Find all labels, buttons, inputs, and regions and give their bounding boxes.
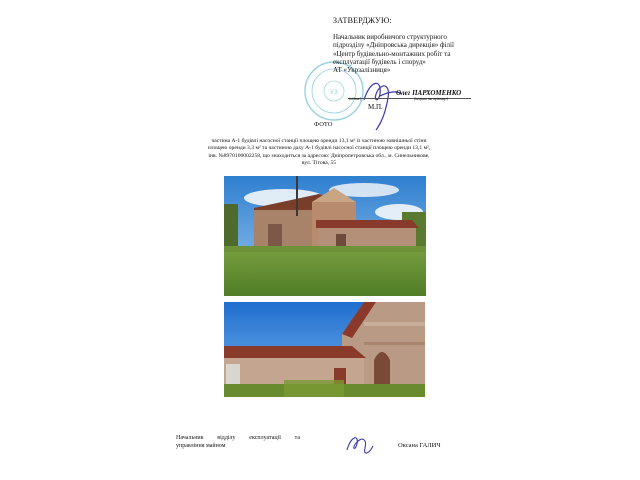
photo-heading: ФОТО bbox=[314, 121, 333, 128]
description-line: площею оренди 3,3 м² та частиною даху А-1 будівлі насосної станції площею оренди 13,1 м², bbox=[207, 145, 431, 152]
footer-signature bbox=[343, 430, 375, 460]
approver-name: Олег ПАРХОМЕНКО bbox=[396, 89, 462, 97]
position-word: експлуатації bbox=[249, 435, 281, 441]
description-line: частина А-1 будівлі насосної станції площею оренди 13,1 м² із частиною зовнішньої стіни bbox=[211, 138, 427, 144]
photo-building-exterior bbox=[224, 176, 426, 296]
object-description bbox=[188, 138, 450, 168]
approval-line: АТ «Укрзалізниця» bbox=[333, 66, 391, 75]
seal-mark: М.П. bbox=[368, 103, 383, 111]
approval-line: «Центр будівельно-монтажних робіт та bbox=[333, 49, 451, 58]
approval-line: підрозділу «Дніпровська дирекція» філії bbox=[333, 41, 454, 50]
signature-caption: (підпис) bbox=[349, 97, 362, 101]
svg-text:УЗ: УЗ bbox=[330, 89, 338, 96]
description-line: вул. Тітова, 55 bbox=[301, 160, 337, 167]
initials-caption: (ініціали та прізвище) bbox=[414, 97, 449, 101]
position-word: та bbox=[294, 435, 300, 441]
approval-body bbox=[333, 33, 481, 74]
photo-building-wall-roof bbox=[224, 302, 425, 397]
footer-signer-name: Оксана ГАЛИЧ bbox=[398, 442, 441, 449]
position-word: відділу bbox=[217, 435, 236, 441]
description-line: інв. №8970100002258, що знаходиться за адресою: Дніпропетровська обл., м. Синельникове, bbox=[208, 152, 430, 159]
approval-title: ЗАТВЕРДЖУЮ: bbox=[333, 16, 392, 25]
approver-signature bbox=[360, 70, 406, 132]
approval-line: Начальник виробничого структурного bbox=[333, 33, 447, 41]
position-word: Начальник bbox=[176, 435, 204, 441]
footer-position bbox=[176, 434, 300, 450]
approval-line: експлуатації будівель і споруд» bbox=[333, 57, 426, 66]
position-line: управління майном bbox=[176, 443, 226, 449]
